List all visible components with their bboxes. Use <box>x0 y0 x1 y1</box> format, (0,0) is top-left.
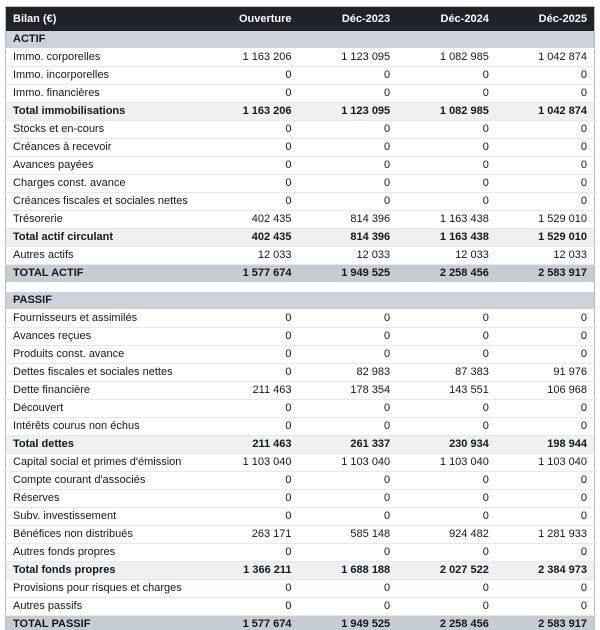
row-label: Avances reçues <box>6 328 200 346</box>
row-value: 0 <box>397 472 496 490</box>
row-label: Provisions pour risques et charges <box>6 580 200 598</box>
table-row <box>6 382 595 400</box>
row-label: Total actif circulant <box>6 229 200 247</box>
row-value: 0 <box>496 310 595 328</box>
row-value: 0 <box>200 346 299 364</box>
row-label: Immo. corporelles <box>6 49 200 67</box>
row-value <box>496 31 595 49</box>
table-row <box>6 175 595 193</box>
row-value: 0 <box>299 508 398 526</box>
table-row <box>6 454 595 472</box>
row-value: 0 <box>496 67 595 85</box>
row-value: 0 <box>397 490 496 508</box>
row-value: 0 <box>397 346 496 364</box>
table-row <box>6 139 595 157</box>
bilan-table <box>5 6 595 630</box>
row-value: 0 <box>200 67 299 85</box>
row-value: 0 <box>299 598 398 616</box>
row-value: 263 171 <box>200 526 299 544</box>
row-value: 1 529 010 <box>496 229 595 247</box>
row-value: 1 577 674 <box>200 265 299 283</box>
row-value: 402 435 <box>200 211 299 229</box>
row-value: 0 <box>299 328 398 346</box>
table-row <box>6 598 595 616</box>
row-label: TOTAL PASSIF <box>6 616 200 630</box>
row-value: 0 <box>299 400 398 418</box>
row-value: 143 551 <box>397 382 496 400</box>
row-value: 0 <box>200 85 299 103</box>
table-row <box>6 472 595 490</box>
row-value: 0 <box>200 598 299 616</box>
row-label: Créances à recevoir <box>6 139 200 157</box>
header-cell-period: Ouverture <box>200 7 299 32</box>
row-value: 0 <box>397 157 496 175</box>
row-label: Subv. investissement <box>6 508 200 526</box>
table-row <box>6 562 595 580</box>
row-value: 0 <box>397 508 496 526</box>
table-row <box>6 157 595 175</box>
table-row <box>6 211 595 229</box>
row-value: 0 <box>397 544 496 562</box>
row-value: 211 463 <box>200 436 299 454</box>
row-value: 0 <box>299 310 398 328</box>
row-value: 1 688 188 <box>299 562 398 580</box>
header-cell-period: Déc-2024 <box>397 7 496 32</box>
row-value: 198 944 <box>496 436 595 454</box>
row-value: 0 <box>299 85 398 103</box>
table-row <box>6 31 595 49</box>
row-label: Capital social et primes d'émission <box>6 454 200 472</box>
row-value: 585 148 <box>299 526 398 544</box>
row-value: 2 258 456 <box>397 265 496 283</box>
spacer-cell <box>6 282 595 292</box>
table-row <box>6 544 595 562</box>
row-label: Produits const. avance <box>6 346 200 364</box>
table-row <box>6 436 595 454</box>
row-value: 0 <box>200 364 299 382</box>
row-value: 0 <box>397 67 496 85</box>
row-value: 0 <box>496 157 595 175</box>
row-value: 261 337 <box>299 436 398 454</box>
row-value: 0 <box>299 346 398 364</box>
row-value: 0 <box>200 175 299 193</box>
row-value: 1 163 206 <box>200 103 299 121</box>
row-value: 0 <box>299 544 398 562</box>
row-value: 0 <box>299 139 398 157</box>
table-row <box>6 193 595 211</box>
table-row <box>6 346 595 364</box>
row-label: PASSIF <box>6 292 200 310</box>
row-value: 0 <box>496 328 595 346</box>
row-label: Total fonds propres <box>6 562 200 580</box>
row-value: 814 396 <box>299 229 398 247</box>
row-value: 1 082 985 <box>397 49 496 67</box>
row-value: 0 <box>496 490 595 508</box>
row-label: Total immobilisations <box>6 103 200 121</box>
row-value: 0 <box>397 139 496 157</box>
row-value: 12 033 <box>200 247 299 265</box>
row-value: 0 <box>200 490 299 508</box>
row-value: 2 384 973 <box>496 562 595 580</box>
table-row <box>6 292 595 310</box>
row-label: Découvert <box>6 400 200 418</box>
table-row <box>6 616 595 630</box>
row-value <box>200 31 299 49</box>
row-value: 0 <box>397 175 496 193</box>
row-value: 2 583 917 <box>496 616 595 630</box>
row-label: Charges const. avance <box>6 175 200 193</box>
row-value: 814 396 <box>299 211 398 229</box>
row-value: 0 <box>200 400 299 418</box>
row-value: 87 383 <box>397 364 496 382</box>
row-value <box>496 292 595 310</box>
row-value: 0 <box>496 121 595 139</box>
row-value: 1 163 206 <box>200 49 299 67</box>
row-label: Créances fiscales et sociales nettes <box>6 193 200 211</box>
table-row <box>6 400 595 418</box>
table-row <box>6 526 595 544</box>
row-value: 402 435 <box>200 229 299 247</box>
row-value: 0 <box>397 85 496 103</box>
row-value: 1 163 438 <box>397 229 496 247</box>
row-label: Autres actifs <box>6 247 200 265</box>
row-value: 1 577 674 <box>200 616 299 630</box>
row-value: 1 949 525 <box>299 265 398 283</box>
row-value: 0 <box>299 193 398 211</box>
spacer-row <box>6 282 595 292</box>
row-label: Dettes fiscales et sociales nettes <box>6 364 200 382</box>
row-value: 106 968 <box>496 382 595 400</box>
row-value: 0 <box>200 418 299 436</box>
row-value: 0 <box>200 508 299 526</box>
row-value: 230 934 <box>397 436 496 454</box>
row-value: 1 103 040 <box>200 454 299 472</box>
header-row <box>6 7 595 32</box>
table-row <box>6 121 595 139</box>
row-value: 1 103 040 <box>299 454 398 472</box>
row-value: 0 <box>496 193 595 211</box>
balance-sheet-report <box>5 6 595 630</box>
row-value: 0 <box>397 580 496 598</box>
row-label: Immo. incorporelles <box>6 67 200 85</box>
row-value: 1 103 040 <box>496 454 595 472</box>
table-row <box>6 229 595 247</box>
table-row <box>6 310 595 328</box>
row-label: Compte courant d'associés <box>6 472 200 490</box>
header-cell-period: Déc-2025 <box>496 7 595 32</box>
row-label: Fournisseurs et assimilés <box>6 310 200 328</box>
table-row <box>6 418 595 436</box>
table-row <box>6 328 595 346</box>
row-value: 0 <box>496 598 595 616</box>
row-label: Immo. financières <box>6 85 200 103</box>
row-value: 0 <box>496 139 595 157</box>
row-value: 0 <box>496 346 595 364</box>
row-value: 12 033 <box>299 247 398 265</box>
row-value: 0 <box>299 67 398 85</box>
row-value: 1 366 211 <box>200 562 299 580</box>
row-value: 0 <box>397 598 496 616</box>
row-value: 0 <box>397 310 496 328</box>
row-value: 0 <box>200 121 299 139</box>
row-value: 0 <box>299 175 398 193</box>
row-value: 1 529 010 <box>496 211 595 229</box>
row-value: 0 <box>200 472 299 490</box>
row-value: 0 <box>397 418 496 436</box>
row-value: 924 482 <box>397 526 496 544</box>
row-value: 0 <box>200 157 299 175</box>
table-row <box>6 103 595 121</box>
row-value: 0 <box>200 310 299 328</box>
row-value: 1 281 933 <box>496 526 595 544</box>
row-value: 0 <box>299 157 398 175</box>
table-header <box>6 7 595 32</box>
row-value <box>299 292 398 310</box>
table-row <box>6 85 595 103</box>
row-value: 0 <box>299 472 398 490</box>
row-label: Réserves <box>6 490 200 508</box>
row-label: Trésorerie <box>6 211 200 229</box>
row-value: 82 983 <box>299 364 398 382</box>
row-value: 0 <box>299 418 398 436</box>
row-value: 0 <box>496 544 595 562</box>
row-value: 0 <box>299 580 398 598</box>
row-label: Intérêts courus non échus <box>6 418 200 436</box>
row-value <box>397 292 496 310</box>
table-row <box>6 49 595 67</box>
row-label: Autres passifs <box>6 598 200 616</box>
row-value: 0 <box>299 490 398 508</box>
table-row <box>6 67 595 85</box>
table-row <box>6 580 595 598</box>
row-value: 12 033 <box>397 247 496 265</box>
row-label: Total dettes <box>6 436 200 454</box>
row-value: 0 <box>496 400 595 418</box>
row-value: 0 <box>397 121 496 139</box>
row-value: 0 <box>496 85 595 103</box>
row-label: Bénéfices non distribués <box>6 526 200 544</box>
row-value: 0 <box>496 508 595 526</box>
row-value: 12 033 <box>496 247 595 265</box>
row-value: 0 <box>397 400 496 418</box>
row-value <box>299 31 398 49</box>
table-body <box>6 31 595 630</box>
row-value: 2 027 522 <box>397 562 496 580</box>
table-row <box>6 265 595 283</box>
row-value: 2 258 456 <box>397 616 496 630</box>
row-value: 0 <box>299 121 398 139</box>
row-value: 1 163 438 <box>397 211 496 229</box>
row-value: 1 103 040 <box>397 454 496 472</box>
row-label: TOTAL ACTIF <box>6 265 200 283</box>
row-value: 1 123 095 <box>299 49 398 67</box>
row-label: Dette financière <box>6 382 200 400</box>
row-value: 1 949 525 <box>299 616 398 630</box>
row-value: 178 354 <box>299 382 398 400</box>
table-row <box>6 490 595 508</box>
header-cell-label: Bilan (€) <box>6 7 200 32</box>
row-value: 0 <box>397 193 496 211</box>
row-value: 0 <box>496 472 595 490</box>
row-value: 1 042 874 <box>496 103 595 121</box>
row-value: 0 <box>200 544 299 562</box>
table-row <box>6 364 595 382</box>
row-value: 0 <box>200 193 299 211</box>
row-value: 0 <box>200 580 299 598</box>
row-value: 0 <box>496 580 595 598</box>
row-value: 0 <box>397 328 496 346</box>
row-value: 0 <box>200 328 299 346</box>
table-row <box>6 247 595 265</box>
row-value: 1 082 985 <box>397 103 496 121</box>
row-label: Stocks et en-cours <box>6 121 200 139</box>
row-value: 211 463 <box>200 382 299 400</box>
row-value: 91 976 <box>496 364 595 382</box>
header-cell-period: Déc-2023 <box>299 7 398 32</box>
row-value: 0 <box>496 175 595 193</box>
row-label: ACTIF <box>6 31 200 49</box>
table-row <box>6 508 595 526</box>
row-value: 0 <box>200 139 299 157</box>
row-label: Autres fonds propres <box>6 544 200 562</box>
row-value: 0 <box>496 418 595 436</box>
row-value: 2 583 917 <box>496 265 595 283</box>
row-label: Avances payées <box>6 157 200 175</box>
row-value: 1 123 095 <box>299 103 398 121</box>
row-value: 1 042 874 <box>496 49 595 67</box>
row-value <box>200 292 299 310</box>
row-value <box>397 31 496 49</box>
